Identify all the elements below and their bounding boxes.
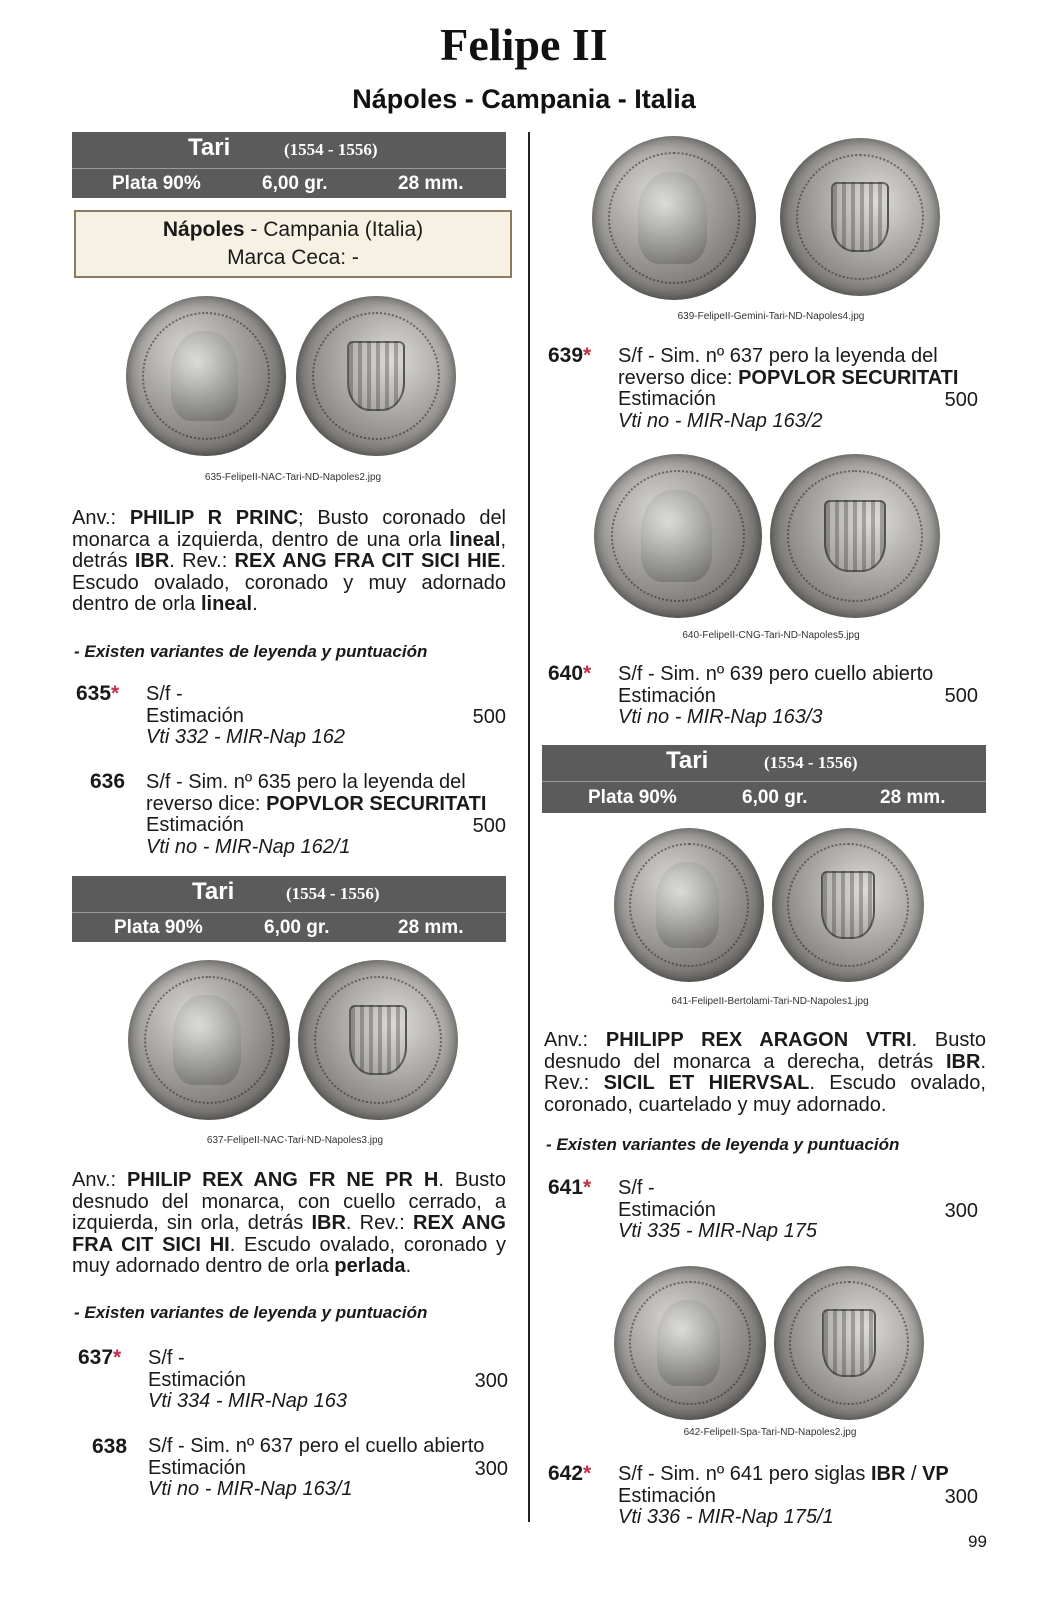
lot-price: 500 xyxy=(944,389,978,411)
bar-separator xyxy=(542,781,986,782)
coin-years: (1554 - 1556) xyxy=(286,884,380,903)
lot-number: 636 xyxy=(90,770,126,793)
lot-text: S/f - Estimación Vti 334 - MIR-Nap 163 xyxy=(148,1347,347,1412)
coin-photo-639 xyxy=(588,134,954,300)
coin-weight: 6,00 gr. xyxy=(262,173,328,194)
coin-diameter: 28 mm. xyxy=(880,787,946,808)
coin-description: Anv.: PHILIPP REX ARAGON VTRI. Busto desnudo del monarca a derecha, detrás IBR. Rev.: SICIL ET HIERVSAL. Escudo ovalado, coronado, cuartelado y muy adornado. xyxy=(544,1029,986,1116)
lot-number: 640* xyxy=(548,662,592,685)
coin-description: Anv.: PHILIP REX ANG FR NE PR H. Busto desnudo del monarca, con cuello cerrado, a izquierda, sin orla, detrás IBR. Rev.: REX ANG FRA CIT SICI HI. Escudo ovalado, coronado y muy adornado dentro de orla perlada. xyxy=(72,1169,506,1277)
coin-metal: Plata 90% xyxy=(112,173,201,194)
mint-region: - Campania (Italia) xyxy=(244,218,424,241)
mint-city: Nápoles xyxy=(162,218,245,241)
lot-text: S/f - Sim. nº 637 pero el cuello abierto Estimación Vti no - MIR-Nap 163/1 xyxy=(148,1435,485,1500)
lot-text: S/f - Sim. nº 639 pero cuello abierto Estimación Vti no - MIR-Nap 163/3 xyxy=(618,663,934,728)
lot-price: 500 xyxy=(472,815,506,837)
variant-note: - Existen variantes de leyenda y puntuación xyxy=(74,642,428,661)
image-caption: 637-FelipeII-NAC-Tari-ND-Napoles3.jpg xyxy=(206,1135,384,1146)
image-caption: 640-FelipeII-CNG-Tari-ND-Napoles5.jpg xyxy=(682,630,860,641)
coin-obverse xyxy=(592,136,756,300)
image-caption: 641-FelipeII-Bertolami-Tari-ND-Napoles1.jpg xyxy=(671,996,869,1007)
page-title: Felipe II xyxy=(440,19,608,70)
coin-header-bar xyxy=(72,876,506,942)
lot-price: 300 xyxy=(474,1370,508,1392)
lot-number: 635* xyxy=(76,682,120,705)
coin-metal: Plata 90% xyxy=(588,787,677,808)
variant-note: - Existen variantes de leyenda y puntuación xyxy=(74,1303,428,1322)
lot-text: S/f - Sim. nº 641 pero siglas IBR / VP Estimación Vti 336 - MIR-Nap 175/1 xyxy=(618,1463,949,1528)
coin-name: Tari xyxy=(188,134,231,161)
coin-reverse xyxy=(772,828,924,982)
coin-obverse xyxy=(614,1266,766,1420)
lot-text: S/f - Sim. nº 635 pero la leyenda del reverso dice: POPVLOR SECURITATI Estimación Vti no - MIR-Nap 162/1 xyxy=(146,771,487,858)
page-number: 99 xyxy=(968,1532,987,1551)
column-divider xyxy=(528,132,530,1522)
coin-reverse xyxy=(774,1266,924,1420)
coin-diameter: 28 mm. xyxy=(398,917,464,938)
coin-name: Tari xyxy=(192,878,235,905)
variant-note: - Existen variantes de leyenda y puntuación xyxy=(546,1135,900,1154)
coin-header-bar xyxy=(72,132,506,198)
coin-photo-635 xyxy=(124,292,462,458)
lot-text: S/f - Estimación Vti 335 - MIR-Nap 175 xyxy=(618,1177,817,1242)
lot-price: 300 xyxy=(944,1486,978,1508)
page-subtitle: Nápoles - Campania - Italia xyxy=(352,84,696,114)
lot-number: 642* xyxy=(548,1462,592,1485)
coin-years: (1554 - 1556) xyxy=(284,140,378,159)
bar-separator xyxy=(72,168,506,169)
coin-weight: 6,00 gr. xyxy=(264,917,330,938)
image-caption: 639-FelipeII-Gemini-Tari-ND-Napoles4.jpg xyxy=(677,311,865,322)
coin-obverse xyxy=(594,454,762,618)
coin-photo-641 xyxy=(614,826,926,984)
coin-reverse xyxy=(296,296,456,456)
coin-weight: 6,00 gr. xyxy=(742,787,808,808)
lot-price: 300 xyxy=(944,1200,978,1222)
image-caption: 635-FelipeII-NAC-Tari-ND-Napoles2.jpg xyxy=(204,472,382,483)
coin-metal: Plata 90% xyxy=(114,917,203,938)
bar-separator xyxy=(72,912,506,913)
image-caption: 642-FelipeII-Spa-Tari-ND-Napoles2.jpg xyxy=(683,1427,857,1438)
lot-price: 300 xyxy=(474,1458,508,1480)
coin-photo-640 xyxy=(592,452,950,620)
coin-header-bar xyxy=(542,745,986,813)
lot-number: 641* xyxy=(548,1176,592,1199)
coin-reverse xyxy=(780,138,940,296)
lot-number: 638 xyxy=(92,1435,128,1458)
coin-years: (1554 - 1556) xyxy=(764,753,858,772)
coin-photo-642 xyxy=(614,1264,926,1422)
lot-text: S/f - Estimación Vti 332 - MIR-Nap 162 xyxy=(146,683,345,748)
lot-price: 500 xyxy=(944,685,978,707)
coin-obverse xyxy=(614,828,764,982)
coin-reverse xyxy=(298,960,458,1120)
lot-number: 637* xyxy=(78,1346,122,1369)
coin-photo-637 xyxy=(126,956,464,1122)
coin-obverse xyxy=(128,960,290,1120)
coin-name: Tari xyxy=(666,747,709,774)
mint-mark: Marca Ceca: - xyxy=(227,246,359,269)
coin-reverse xyxy=(770,454,940,618)
lot-number: 639* xyxy=(548,344,592,367)
mint-info-box xyxy=(74,210,512,278)
coin-description: Anv.: PHILIP R PRINC; Busto coronado del monarca a izquierda, dentro de una orla lineal, detrás IBR. Rev.: REX ANG FRA CIT SICI HIE. Escudo ovalado, coronado y muy adornado dentro de orla lineal. xyxy=(72,507,507,615)
coin-diameter: 28 mm. xyxy=(398,173,464,194)
coin-obverse xyxy=(126,296,286,456)
lot-text: S/f - Sim. nº 637 pero la leyenda del reverso dice: POPVLOR SECURITATI Estimación Vti no - MIR-Nap 163/2 xyxy=(618,345,959,432)
lot-price: 500 xyxy=(472,706,506,728)
